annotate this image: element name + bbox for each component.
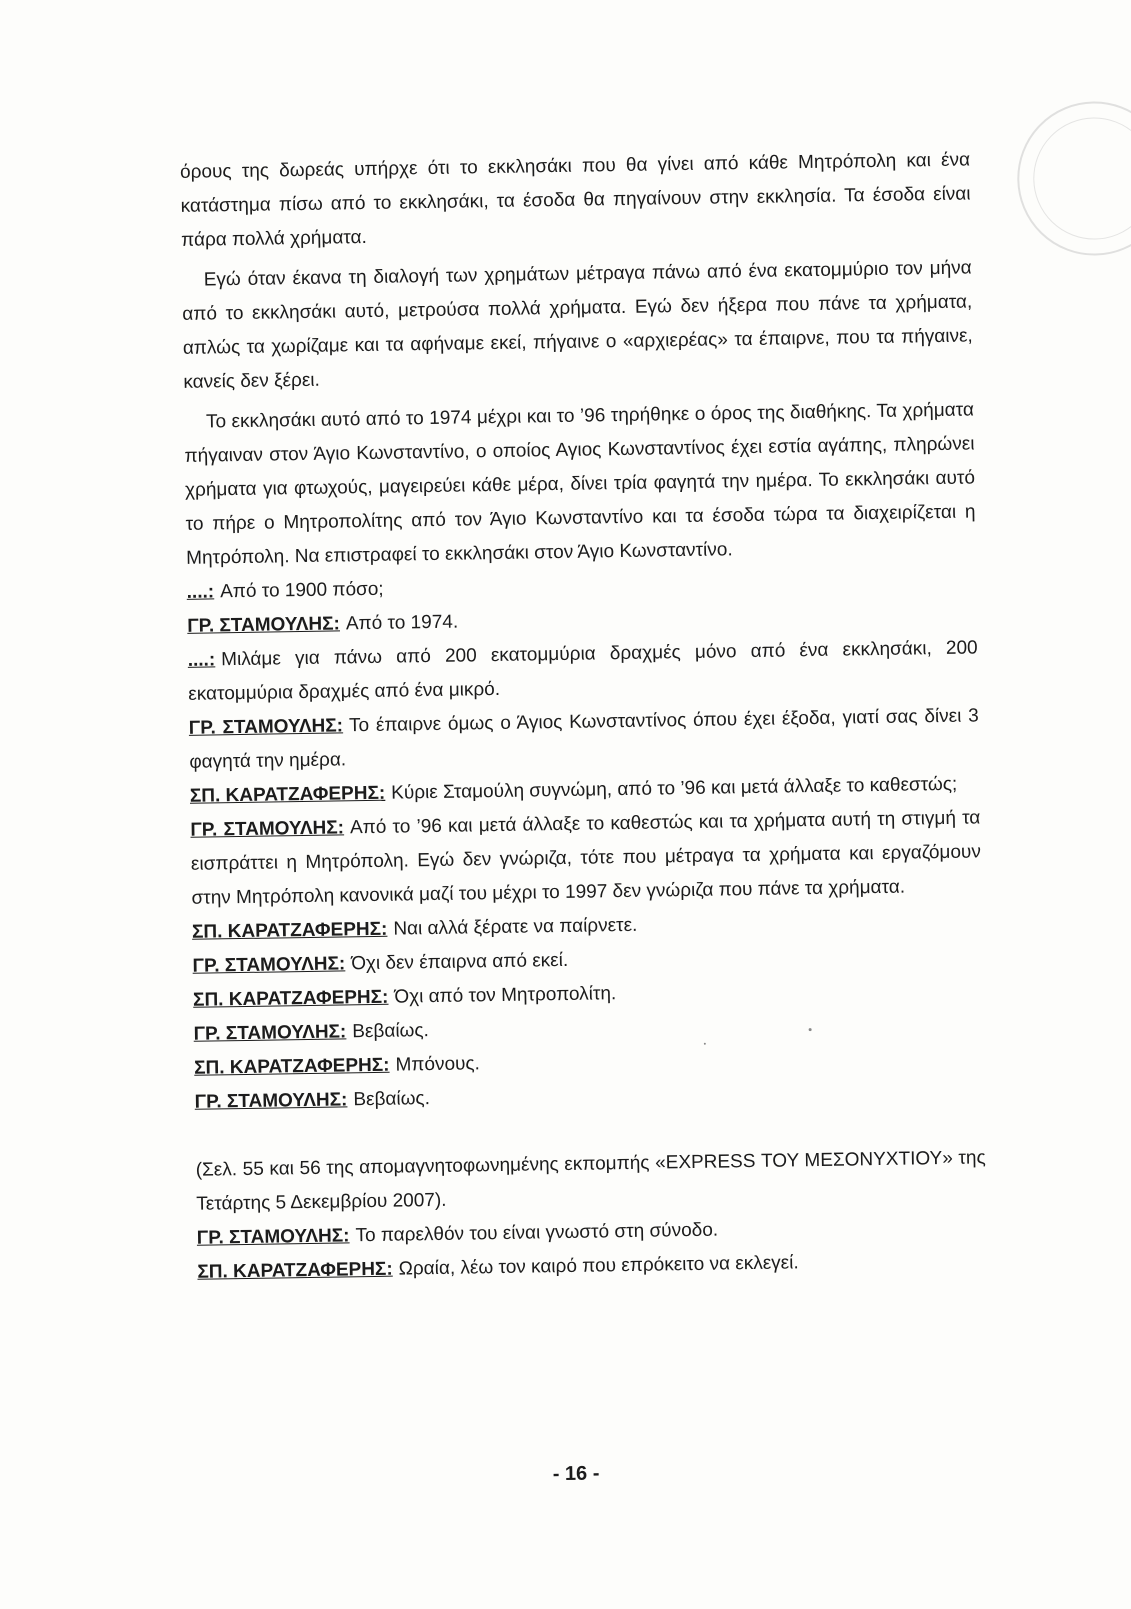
dialogue-text: Από το 1900 πόσο; [219, 578, 384, 603]
dialogue-text: Ναι αλλά ξέρατε να παίρνετε. [393, 914, 638, 940]
dialogue-line [189, 699, 980, 779]
dialogue-text: Όχι από τον Μητροπολίτη. [394, 983, 617, 1008]
page-number: - 16 - [552, 1462, 600, 1486]
speaker-label: ΓΡ. ΣΤΑΜΟΥΛΗΣ: [190, 817, 345, 841]
speaker-label: ΣΠ. ΚΑΡΑΤΖΑΦΕΡΗΣ: [194, 1054, 390, 1079]
speaker-label: ΓΡ. ΣΤΑΜΟΥΛΗΣ: [193, 1021, 347, 1045]
dialogue-line [188, 631, 979, 711]
dialogue-text: Όχι δεν έπαιρνα από εκεί. [351, 949, 569, 975]
dialogue-text: Από το ’96 και μετά άλλαξε το καθεστώς και τα χρήματα αυτή τη στιγμή τα εισπράττει η Μητρόπολη. Εγώ δεν γνώριζα, τότε που μέτραγα τα χρήματα και εργαζόμουν στην Μητρόπολη κανονικά μαζί του μέχρι το 1997 δεν γνώριζα που πάνε τα χρήματα. [190, 807, 982, 909]
dialogue-text: Το παρελθόν του είναι γνωστό στη σύνοδο. [355, 1219, 719, 1247]
dialogue-text: Μπόνους. [395, 1053, 481, 1076]
source-note: (Σελ. 55 και 56 της απομαγνητοφωνημένης εκπομπής «EXPRESS ΤΟΥ ΜΕΣΟΝΥΧΤΙΟΥ» της Τετάρτης 5 Δεκεμβρίου 2007). [195, 1147, 986, 1215]
dialogue-text: Το έπαιρνε όμως ο Άγιος Κωνσταντίνος όπου έχει έξοδα, γιατί σας δίνει 3 φαγητά την ημέρα. [189, 705, 979, 773]
dialogue-text: Μιλάμε για πάνω από 200 εκατομμύρια δραχμές μόνο από ένα εκκλησάκι, 200 εκατομμύρια δραχμές από ένα μικρό. [188, 637, 978, 705]
speaker-label: ΣΠ. ΚΑΡΑΤΖΑΦΕΡΗΣ: [191, 918, 388, 943]
paragraph-2: Εγώ όταν έκανα τη διαλογή των χρημάτων μέτραγα πάνω από ένα εκατομμύριο τον μήνα από το εκκλησάκι αυτό, μετρούσα πολλά χρήματα. Εγώ δεν ήξερα που πάνε τα χρήματα, απλώς τα χωρίζαμε και τα αφήναμε εκεί, πήγαινε ο «αρχιερέας» τα έπαιρνε, που τα πήγαινε, κανείς δεν ξέρει. [182, 257, 973, 393]
speaker-label: ΓΡ. ΣΤΑΜΟΥΛΗΣ: [194, 1089, 348, 1113]
speaker-label: ΣΠ. ΚΑΡΑΤΖΑΦΕΡΗΣ: [192, 986, 389, 1011]
body-text [180, 143, 988, 1289]
dialogue-text: Κύριε Σταμούλη συγνώμη, από το ’96 και μετά άλλαξε το καθεστώς; [391, 773, 958, 804]
paragraph-3: Το εκκλησάκι αυτό από το 1974 μέχρι και το ’96 τηρήθηκε ο όρος της διαθήκης. Τα χρήματα πήγαιναν στον Άγιο Κωνσταντίνο, ο οποίος Αγιος Κωνσταντίνος έχει εστία αγάπης, πληρώνει χρήματα για φτωχούς, μαγειρεύει κάθε μέρα, δίνει τρία φαγητά την ημέρα. Το εκκλησάκι αυτό το πήρε ο Μητροπολίτης από τον Άγιο Κωνσταντίνο και τα έσοδα τώρα τα διαχειρίζεται η Μητρόπολη. Να επιστραφεί το εκκλησάκι στον Άγιο Κωνσταντίνο. [184, 399, 976, 569]
speaker-label: ΓΡ. ΣΤΑΜΟΥΛΗΣ: [196, 1225, 350, 1249]
paragraph-1: όρους της δωρεάς υπήρχε ότι το εκκλησάκι που θα γίνει από κάθε Μητρόπολη και ένα κατάστημα πίσω από το εκκλησάκι, τα έσοδα θα πηγαίνουν στην εκκλησία. Τα έσοδα είναι πάρα πολλά χρήματα. [179, 149, 971, 251]
speaker-label: ΣΠ. ΚΑΡΑΤΖΑΦΕΡΗΣ: [189, 782, 386, 807]
speaker-label: ΣΠ. ΚΑΡΑΤΖΑΦΕΡΗΣ: [197, 1258, 393, 1283]
speaker-label: ....: [187, 649, 216, 671]
dialogue-text: Από το 1974. [345, 611, 459, 635]
dialogue-line [190, 801, 982, 915]
scan-speck [704, 1043, 706, 1045]
speaker-label: ΓΡ. ΣΤΑΜΟΥΛΗΣ: [192, 953, 346, 977]
dialogue-text: Ωραία, λέω τον καιρό που επρόκειτο να εκλεγεί. [398, 1252, 799, 1280]
faded-stamp [1016, 100, 1131, 256]
speaker-label: ΓΡ. ΣΤΑΜΟΥΛΗΣ: [188, 715, 344, 739]
scan-speck [809, 1028, 812, 1031]
dialogue-text: Βεβαίως. [352, 1020, 430, 1043]
speaker-label: ΓΡ. ΣΤΑΜΟΥΛΗΣ: [187, 613, 341, 637]
speaker-label: ....: [186, 581, 215, 603]
dialogue-text: Βεβαίως. [353, 1088, 431, 1111]
